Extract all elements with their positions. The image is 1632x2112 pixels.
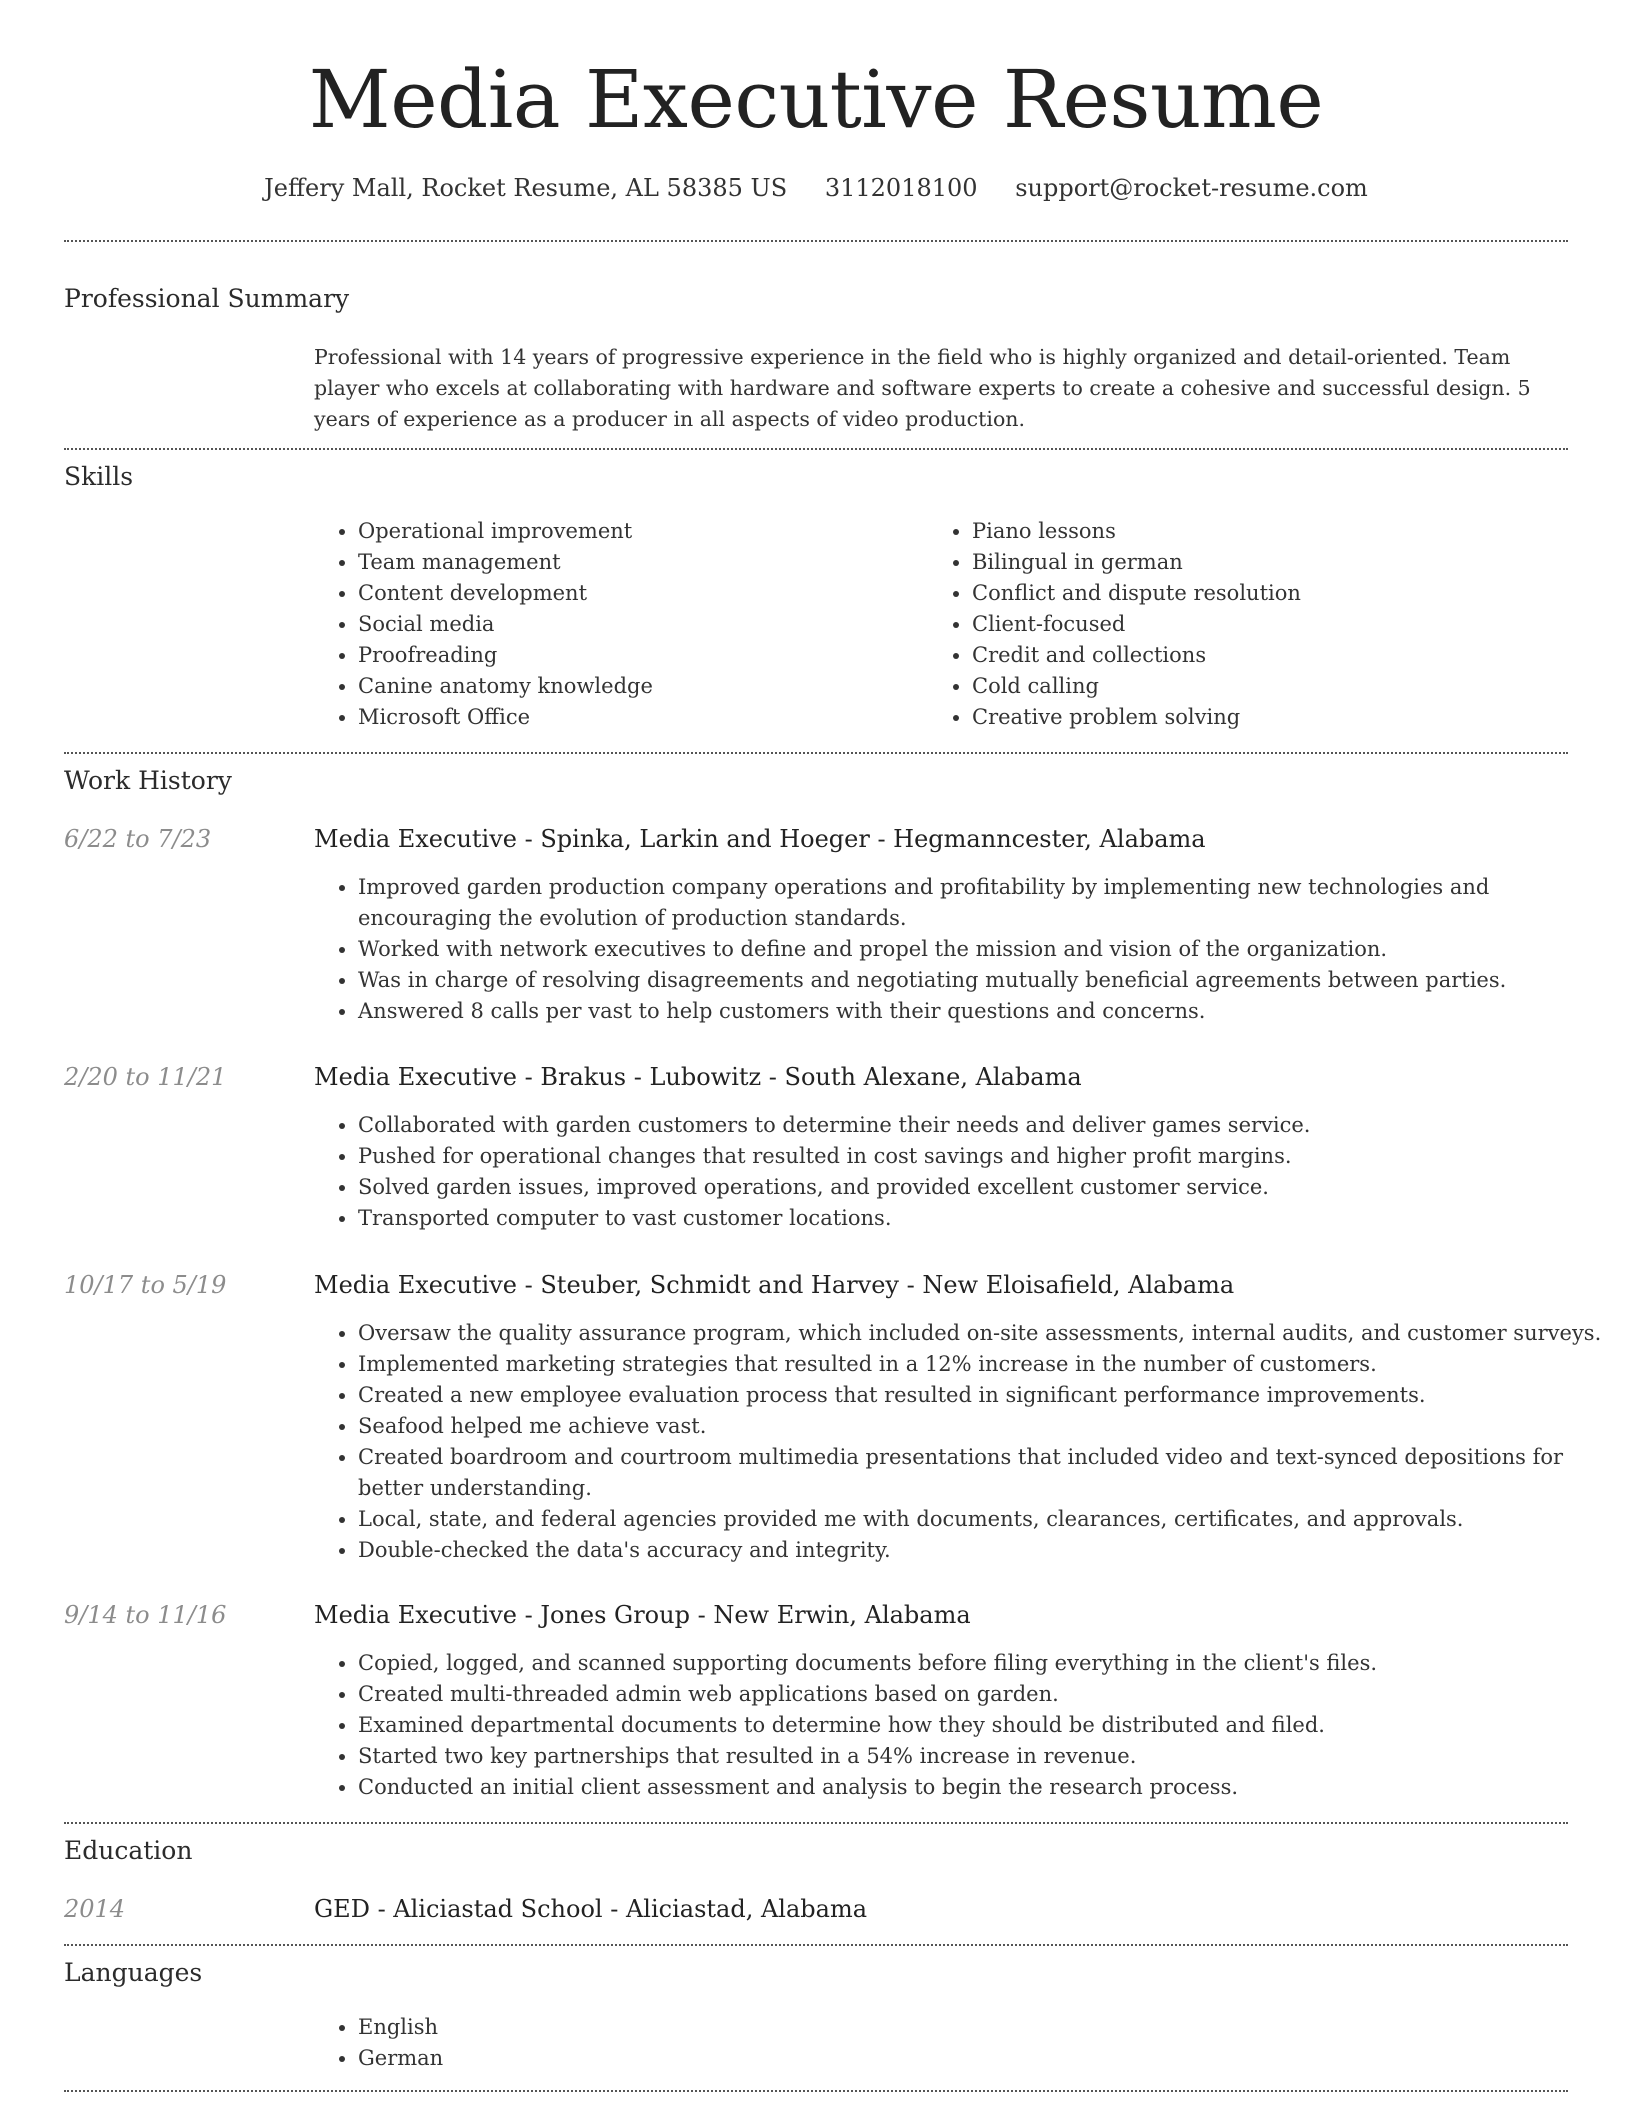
skill-item: • Client-focused [972, 609, 1572, 640]
job-bullet: • Created multi-threaded admin web applications based on garden. [358, 1679, 1610, 1710]
job-bullet: • Conducted an initial client assessment and analysis to begin the research process. [358, 1772, 1610, 1803]
skill-item: • Microsoft Office [358, 702, 918, 733]
languages-heading: Languages [64, 1958, 203, 1987]
language-item: • German [358, 2043, 958, 2074]
resume-title: Media Executive Resume [308, 53, 1324, 146]
job-bullet: • Seafood helped me achieve vast. [358, 1411, 1610, 1442]
skill-item: • Piano lessons [972, 516, 1572, 547]
job-bullet: • Worked with network executives to define and propel the mission and vision of the organization. [358, 934, 1610, 965]
contact-address: Jeffery Mall, Rocket Resume, AL 58385 US [264, 174, 788, 202]
job-dates: 6/22 to 7/23 [64, 825, 212, 853]
job-bullet: • Solved garden issues, improved operations, and provided excellent customer service. [358, 1172, 1610, 1203]
job-bullet: • Examined departmental documents to determine how they should be distributed and filed. [358, 1710, 1610, 1741]
job-title: Media Executive - Spinka, Larkin and Hoeger - Hegmanncester, Alabama [314, 825, 1206, 853]
job-bullet: • Double-checked the data's accuracy and integrity. [358, 1535, 1610, 1566]
divider [64, 240, 1568, 242]
skill-item: • Social media [358, 609, 918, 640]
skill-item: • Operational improvement [358, 516, 918, 547]
job-dates: 9/14 to 11/16 [64, 1601, 227, 1629]
languages-list [314, 2012, 958, 2074]
skills-list-right [928, 516, 1572, 733]
job-bullets [314, 1648, 1610, 1803]
contact-phone: 3112018100 [824, 174, 978, 202]
job-bullet: • Copied, logged, and scanned supporting documents before filing everything in the client's files. [358, 1648, 1610, 1679]
skill-item: • Content development [358, 578, 918, 609]
job-bullet: • Implemented marketing strategies that resulted in a 12% increase in the number of customers. [358, 1349, 1610, 1380]
skill-item: • Credit and collections [972, 640, 1572, 671]
language-item: • English [358, 2012, 958, 2043]
skill-item: • Conflict and dispute resolution [972, 578, 1572, 609]
divider [64, 1822, 1568, 1824]
skill-item: • Team management [358, 547, 918, 578]
job-bullet: • Oversaw the quality assurance program, which included on-site assessments, internal audits, and customer surveys. [358, 1318, 1610, 1349]
job-bullet: • Pushed for operational changes that resulted in cost savings and higher profit margins. [358, 1141, 1610, 1172]
education-heading: Education [64, 1836, 193, 1865]
job-bullet: • Started two key partnerships that resulted in a 54% increase in revenue. [358, 1741, 1610, 1772]
skill-item: • Cold calling [972, 671, 1572, 702]
education-entry: GED - Aliciastad School - Aliciastad, Alabama [314, 1895, 868, 1923]
job-title: Media Executive - Steuber, Schmidt and Harvey - New Eloisafield, Alabama [314, 1271, 1235, 1299]
contact-line [0, 172, 1632, 204]
job-bullet: • Answered 8 calls per vast to help customers with their questions and concerns. [358, 996, 1610, 1027]
education-year: 2014 [64, 1895, 126, 1923]
contact-email: support@rocket-resume.com [1015, 174, 1368, 202]
work-heading: Work History [64, 766, 232, 795]
job-bullets [314, 1318, 1610, 1566]
job-bullet: • Collaborated with garden customers to determine their needs and deliver games service. [358, 1110, 1610, 1141]
skill-item: • Creative problem solving [972, 702, 1572, 733]
divider [64, 2090, 1568, 2092]
divider [64, 1944, 1568, 1946]
job-bullet: • Local, state, and federal agencies provided me with documents, clearances, certificates, and approvals. [358, 1504, 1610, 1535]
job-bullets [314, 872, 1610, 1027]
skills-list-left [314, 516, 918, 733]
job-title: Media Executive - Brakus - Lubowitz - South Alexane, Alabama [314, 1063, 1082, 1091]
skill-item: • Bilingual in german [972, 547, 1572, 578]
job-bullets [314, 1110, 1610, 1234]
skills-heading: Skills [64, 462, 134, 491]
job-dates: 10/17 to 5/19 [64, 1271, 227, 1299]
job-title: Media Executive - Jones Group - New Erwin, Alabama [314, 1601, 971, 1629]
skill-item: • Canine anatomy knowledge [358, 671, 918, 702]
summary-text: Professional with 14 years of progressive experience in the field who is highly organized and detail-oriented. Team player who excels at collaborating with hardware and software experts to create a cohesive and successful design. 5 years of experience as a producer in all aspects of video production. [314, 345, 1531, 431]
divider [64, 448, 1568, 450]
job-bullet: • Created a new employee evaluation process that resulted in significant performance improvements. [358, 1380, 1610, 1411]
job-bullet: • Created boardroom and courtroom multimedia presentations that included video and text-synced depositions for better understanding. [358, 1442, 1610, 1504]
skill-item: • Proofreading [358, 640, 918, 671]
divider [64, 752, 1568, 754]
job-dates: 2/20 to 11/21 [64, 1063, 227, 1091]
job-bullet: • Was in charge of resolving disagreements and negotiating mutually beneficial agreements between parties. [358, 965, 1610, 996]
summary-heading: Professional Summary [64, 284, 350, 313]
job-bullet: • Improved garden production company operations and profitability by implementing new technologies and encouraging the evolution of production standards. [358, 872, 1610, 934]
job-bullet: • Transported computer to vast customer locations. [358, 1203, 1610, 1234]
